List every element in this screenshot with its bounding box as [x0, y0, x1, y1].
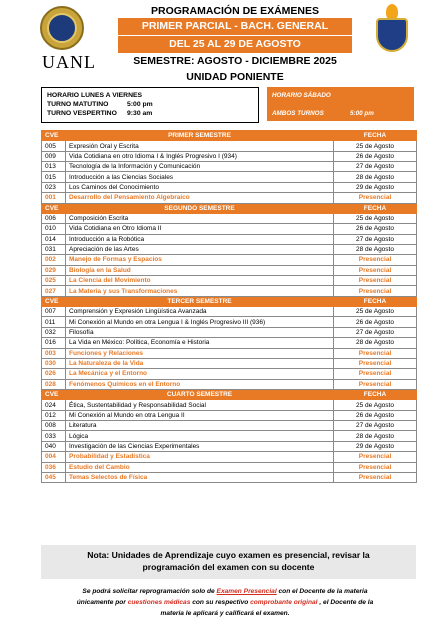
date-column-header: FECHA	[334, 203, 417, 213]
presencial-note	[41, 545, 416, 579]
reschedule-footer	[14, 586, 436, 619]
morning-shift-row	[47, 100, 253, 109]
subject-cell: Ética, Sustentabilidad y Responsabilidad Social	[66, 400, 334, 410]
table-row	[42, 151, 417, 161]
date-cell: Presencial	[334, 369, 417, 379]
subject-cell: Composición Escrita	[66, 213, 334, 223]
section-header	[42, 203, 417, 213]
table-row	[42, 224, 417, 234]
table-row	[42, 472, 417, 482]
subject-cell: Literatura	[66, 421, 334, 431]
footer-text: materia le aplicará y calificará el examen.	[160, 610, 290, 617]
cve-column-header: CVE	[42, 296, 66, 306]
cve-cell: 032	[42, 327, 66, 337]
cve-cell: 006	[42, 213, 66, 223]
subject-cell: Manejo de Formas y Espacios	[66, 255, 334, 265]
footer-text: con su respectivo	[190, 599, 251, 606]
table-row	[42, 286, 417, 296]
date-cell: Presencial	[334, 255, 417, 265]
table-row	[42, 348, 417, 358]
date-cell: 28 de Agosto	[334, 244, 417, 254]
date-cell: Presencial	[334, 472, 417, 482]
date-cell: 26 de Agosto	[334, 224, 417, 234]
both-shifts-row	[272, 109, 409, 118]
table-row	[42, 182, 417, 192]
morning-shift-label: TURNO MATUTINO	[47, 101, 109, 108]
cve-cell: 023	[42, 182, 66, 192]
table-row	[42, 234, 417, 244]
table-row	[42, 172, 417, 182]
evening-shift-time: 9:30 am	[127, 110, 153, 117]
both-shifts-label: AMBOS TURNOS	[272, 110, 324, 117]
table-row	[42, 265, 417, 275]
subject-cell: Vida Cotidiana en Otro Idioma II	[66, 224, 334, 234]
cve-cell: 013	[42, 162, 66, 172]
cve-cell: 008	[42, 421, 66, 431]
date-cell: Presencial	[334, 193, 417, 203]
date-cell: 26 de Agosto	[334, 410, 417, 420]
cve-cell: 014	[42, 234, 66, 244]
date-range-title: DEL 25 AL 29 DE AGOSTO	[118, 36, 352, 53]
date-cell: 28 de Agosto	[334, 338, 417, 348]
cve-cell: 045	[42, 472, 66, 482]
date-cell: Presencial	[334, 286, 417, 296]
cve-column-header: CVE	[42, 203, 66, 213]
table-row	[42, 327, 417, 337]
cve-cell: 004	[42, 452, 66, 462]
footer-highlight-medical: cuestiones médicas	[127, 599, 191, 606]
saturday-schedule-title: HORARIO SÁBADO	[272, 92, 331, 99]
subject-cell: Filosofía	[66, 327, 334, 337]
cve-cell: 033	[42, 431, 66, 441]
uanl-label: UANL	[42, 52, 96, 72]
date-cell: 25 de Agosto	[334, 400, 417, 410]
cve-cell: 024	[42, 400, 66, 410]
cve-cell: 027	[42, 286, 66, 296]
date-cell: 25 de Agosto	[334, 213, 417, 223]
date-cell: 27 de Agosto	[334, 234, 417, 244]
exam-period-title: PRIMER PARCIAL - BACH. GENERAL	[118, 18, 352, 35]
cve-cell: 036	[42, 462, 66, 472]
date-cell: Presencial	[334, 379, 417, 389]
table-row	[42, 400, 417, 410]
weekday-schedule-box	[41, 87, 259, 123]
date-cell: 28 de Agosto	[334, 431, 417, 441]
date-cell: 26 de Agosto	[334, 151, 417, 161]
date-cell: 29 de Agosto	[334, 182, 417, 192]
section-header	[42, 296, 417, 306]
subject-cell: Los Caminos del Conocimiento	[66, 182, 334, 192]
cve-cell: 025	[42, 276, 66, 286]
school-crest-icon	[372, 4, 412, 60]
footer-text: con el Docente de la materia	[276, 588, 368, 595]
subject-cell: Biología en la Salud	[66, 265, 334, 275]
footer-text: únicamente por	[76, 599, 128, 606]
date-cell: 25 de Agosto	[334, 141, 417, 151]
date-cell: 27 de Agosto	[334, 421, 417, 431]
date-cell: 26 de Agosto	[334, 317, 417, 327]
subject-cell: Tecnología de la Información y Comunicación	[66, 162, 334, 172]
note-line-1: Nota: Unidades de Aprendizaje cuyo examen es presencial, revisar la	[87, 550, 370, 560]
subject-cell: Lógica	[66, 431, 334, 441]
date-cell: Presencial	[334, 452, 417, 462]
cve-cell: 009	[42, 151, 66, 161]
date-cell: Presencial	[334, 358, 417, 368]
subject-cell: Fenómenos Químicos en el Entorno	[66, 379, 334, 389]
title-block	[118, 4, 352, 53]
cve-cell: 016	[42, 338, 66, 348]
evening-shift-row	[47, 109, 253, 118]
table-row	[42, 213, 417, 223]
date-cell: 27 de Agosto	[334, 327, 417, 337]
header	[0, 0, 448, 88]
subject-cell: La Mecánica y el Entorno	[66, 369, 334, 379]
footer-text: Se podrá solicitar reprogramación solo de	[82, 588, 217, 595]
cve-cell: 015	[42, 172, 66, 182]
subject-cell: Funciones y Relaciones	[66, 348, 334, 358]
section-header	[42, 131, 417, 141]
table-row	[42, 307, 417, 317]
cve-column-header: CVE	[42, 131, 66, 141]
table-row	[42, 421, 417, 431]
subject-cell: Vida Cotidiana en otro Idioma I & Inglés Progresivo I (934)	[66, 151, 334, 161]
cve-cell: 011	[42, 317, 66, 327]
date-column-header: FECHA	[334, 389, 417, 399]
subject-cell: Introducción a las Ciencias Sociales	[66, 172, 334, 182]
saturday-schedule-box	[267, 87, 414, 121]
section-header	[42, 389, 417, 399]
table-row	[42, 410, 417, 420]
evening-shift-label: TURNO VESPERTINO	[47, 110, 117, 117]
semester-header: SEGUNDO SEMESTRE	[66, 203, 334, 213]
date-cell: 29 de Agosto	[334, 441, 417, 451]
date-cell: 28 de Agosto	[334, 172, 417, 182]
subject-cell: Investigación de las Ciencias Experimentales	[66, 441, 334, 451]
subject-cell: Expresión Oral y Escrita	[66, 141, 334, 151]
table-row	[42, 338, 417, 348]
date-cell: Presencial	[334, 348, 417, 358]
subject-cell: La Ciencia del Movimiento	[66, 276, 334, 286]
university-seal-icon	[40, 6, 84, 50]
cve-cell: 003	[42, 348, 66, 358]
date-cell: 27 de Agosto	[334, 162, 417, 172]
cve-cell: 001	[42, 193, 66, 203]
table-row	[42, 162, 417, 172]
subject-cell: Comprensión y Expresión Lingüística Avanzada	[66, 307, 334, 317]
subject-cell: La Vida en México: Política, Economía e Historia	[66, 338, 334, 348]
note-line-2: programación del examen con su docente	[142, 562, 315, 572]
cve-cell: 026	[42, 369, 66, 379]
cve-cell: 029	[42, 265, 66, 275]
subject-cell: La Materia y sus Transformaciones	[66, 286, 334, 296]
footer-text: , el Docente de la	[317, 599, 374, 606]
cve-cell: 030	[42, 358, 66, 368]
table-row	[42, 317, 417, 327]
subject-cell: Temas Selectos de Física	[66, 472, 334, 482]
cve-cell: 010	[42, 224, 66, 234]
table-row	[42, 452, 417, 462]
subject-cell: Probabilidad y Estadística	[66, 452, 334, 462]
exam-schedule-table	[41, 130, 417, 483]
cve-column-header: CVE	[42, 389, 66, 399]
unit-label: UNIDAD PONIENTE	[186, 71, 284, 83]
page-title: PROGRAMACIÓN DE EXÁMENES	[150, 5, 319, 17]
subject-cell: Desarrollo del Pensamiento Algebraico	[66, 193, 334, 203]
table-row	[42, 244, 417, 254]
date-cell: Presencial	[334, 265, 417, 275]
both-shifts-time: 5:00 pm	[350, 110, 374, 117]
table-row	[42, 441, 417, 451]
subject-cell: Introducción a la Robótica	[66, 234, 334, 244]
cve-cell: 005	[42, 141, 66, 151]
semester-header: CUARTO SEMESTRE	[66, 389, 334, 399]
subject-cell: La Naturaleza de la Vida	[66, 358, 334, 368]
cve-cell: 040	[42, 441, 66, 451]
table-row	[42, 358, 417, 368]
subject-cell: Estudio del Cambio	[66, 462, 334, 472]
cve-cell: 002	[42, 255, 66, 265]
cve-cell: 012	[42, 410, 66, 420]
table-row	[42, 369, 417, 379]
date-cell: Presencial	[334, 462, 417, 472]
footer-highlight-proof: comprobante original	[250, 599, 318, 606]
subject-cell: Mi Conexión al Mundo en otra Lengua II	[66, 410, 334, 420]
semester-header: TERCER SEMESTRE	[66, 296, 334, 306]
semester-header: PRIMER SEMESTRE	[66, 131, 334, 141]
cve-cell: 031	[42, 244, 66, 254]
subject-cell: Mi Conexión al Mundo en otra Lengua I & Inglés Progresivo III (936)	[66, 317, 334, 327]
date-cell: Presencial	[334, 276, 417, 286]
date-column-header: FECHA	[334, 131, 417, 141]
table-row	[42, 462, 417, 472]
date-cell: 25 de Agosto	[334, 307, 417, 317]
cve-cell: 007	[42, 307, 66, 317]
weekday-schedule-title: HORARIO LUNES A VIERNES	[47, 92, 143, 99]
semester-label: SEMESTRE: AGOSTO - DICIEMBRE 2025	[133, 55, 337, 67]
table-row	[42, 379, 417, 389]
table-row	[42, 255, 417, 265]
morning-shift-time: 5:00 pm	[127, 101, 153, 108]
table-row	[42, 193, 417, 203]
date-column-header: FECHA	[334, 296, 417, 306]
table-row	[42, 141, 417, 151]
table-row	[42, 276, 417, 286]
table-row	[42, 431, 417, 441]
footer-highlight-exam: Examen Presencial	[216, 588, 277, 595]
subject-cell: Apreciación de las Artes	[66, 244, 334, 254]
cve-cell: 028	[42, 379, 66, 389]
